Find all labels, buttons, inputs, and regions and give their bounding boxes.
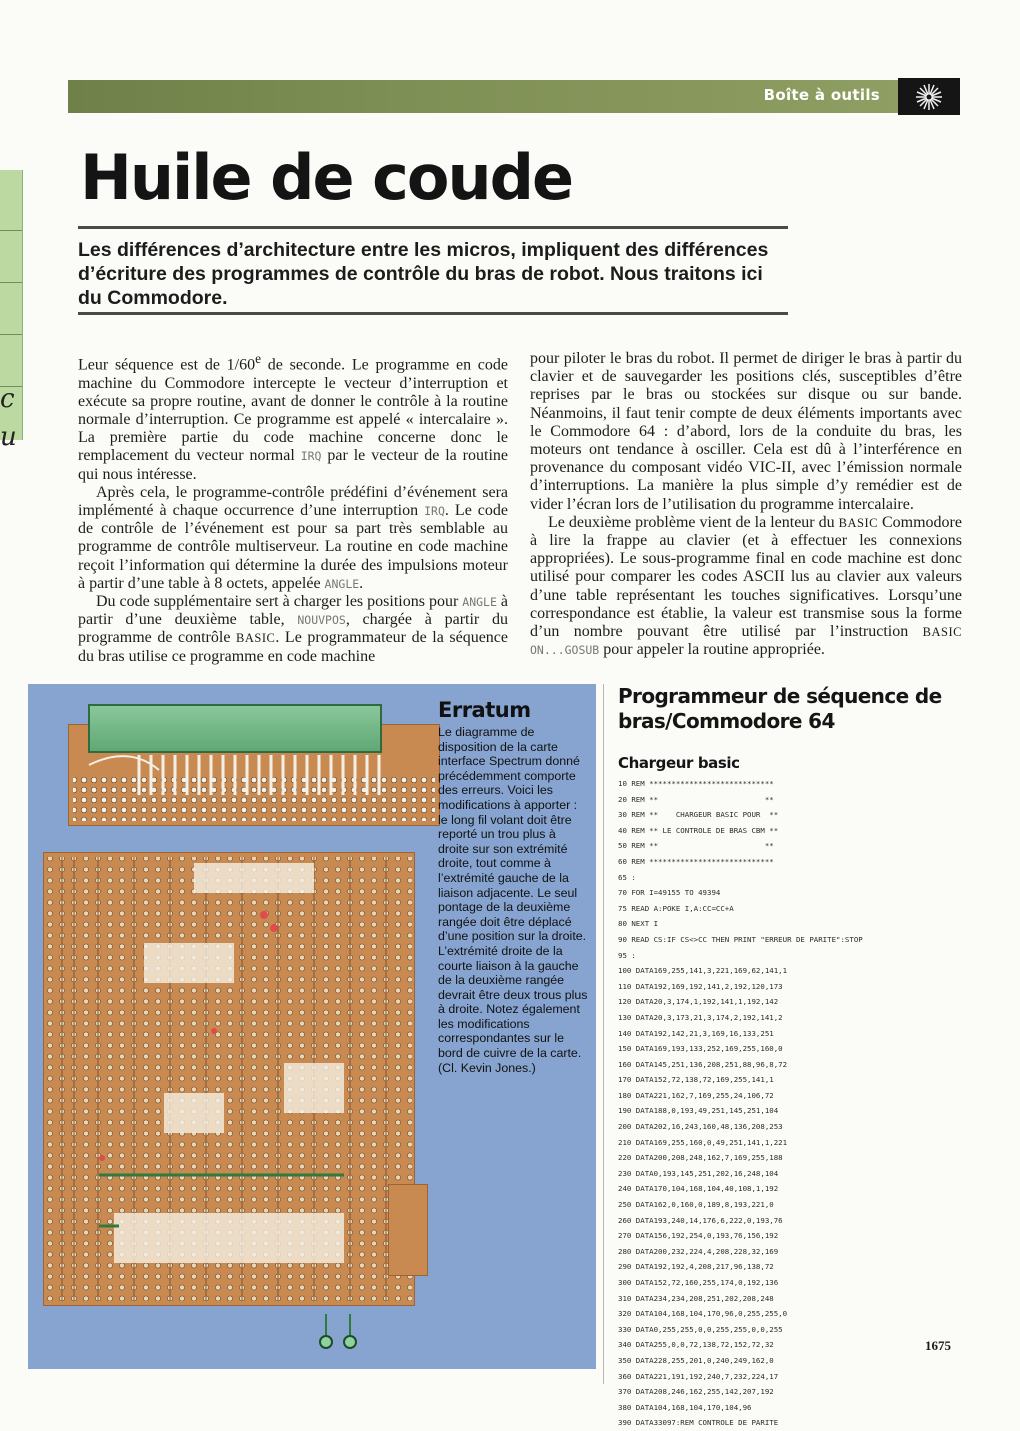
code-line: 60 REM **************************** (618, 856, 774, 866)
code-line: 250 DATA162,0,160,0,189,8,193,221,0 (618, 1200, 774, 1210)
code-line: 30 REM ** CHARGEUR BASIC POUR ** (618, 810, 779, 820)
code-line: 75 READ A:POKE I,A:CC=CC+A (618, 903, 734, 913)
section-header-band (68, 80, 898, 113)
erratum-title: Erratum (438, 698, 531, 722)
code-line: 370 DATA208,246,162,255,142,207,192 (618, 1387, 774, 1397)
article-title: Huile de coude (80, 141, 573, 214)
lead-rule (78, 312, 788, 315)
inline-code: ON...GOSUB (530, 643, 600, 658)
handwritten-margin-mark: c u (0, 384, 17, 452)
code-line: 50 REM ** ** (618, 841, 774, 851)
stripboard-layout-diagram (43, 852, 415, 1306)
basic-listing (618, 776, 958, 1431)
article-lead: Les différences d’architecture entre les micros, impliquent des différences d’écriture des programmes de contrôle du bras de robot. Nous traitons ici du Commodore. (78, 239, 769, 309)
code-line: 100 DATA169,255,141,3,221,169,62,141,1 (618, 966, 788, 976)
code-line: 270 DATA156,192,254,0,193,76,156,192 (618, 1231, 779, 1241)
code-line: 340 DATA255,0,0,72,138,72,152,72,32 (618, 1340, 774, 1350)
code-line: 140 DATA192,142,21,3,169,16,133,251 (618, 1028, 774, 1038)
column-divider (603, 684, 604, 1384)
small-caps-term: BASIC (838, 515, 878, 530)
starburst-icon (898, 78, 960, 115)
body-paragraph: Du code supplémentaire sert à charger les positions pour ANGLE à partir d’une deuxième table, NOUVPOS, chargée à partir du programme de contrôle BASIC. Le programmateur de la séquence du bras utilise ce programme en code machine (78, 592, 509, 665)
code-line: 190 DATA188,0,193,49,251,145,251,104 (618, 1106, 779, 1116)
code-line: 290 DATA192,192,4,208,217,96,138,72 (618, 1262, 774, 1272)
edge-connector-diagram (88, 704, 382, 753)
inline-code: IRQ (424, 503, 445, 518)
page-number: 1675 (925, 1338, 951, 1353)
code-line: 150 DATA169,193,133,252,169,255,160,0 (618, 1044, 783, 1054)
code-line: 180 DATA221,162,7,169,255,24,106,72 (618, 1090, 774, 1100)
code-line: 160 DATA145,251,136,208,251,88,96,8,72 (618, 1059, 788, 1069)
code-line: 300 DATA152,72,160,255,174,0,192,136 (618, 1278, 779, 1287)
code-line: 390 DATA33097:REM CONTROLE DE PARITE (618, 1418, 779, 1428)
body-column-left (78, 350, 508, 666)
code-line: 240 DATA170,104,168,104,40,108,1,192 (618, 1184, 779, 1194)
inline-code: ANGLE (462, 594, 497, 609)
code-line: 110 DATA192,169,192,141,2,192,120,173 (618, 981, 783, 991)
inline-code: NOUVPOS (297, 613, 346, 628)
inline-code: IRQ (300, 449, 322, 464)
code-line: 200 DATA202,16,243,160,48,136,208,253 (618, 1122, 783, 1132)
body-paragraph: pour piloter le bras du robot. Il permet de diriger le bras à partir du clavier et de sauvegarder les positions clés, susceptibles d’être reprises par le bras ou stockées sur disque ou sur bande. Néanmoins, il faut tenir compte de deux éléments importants avec le Commodore 64 : d’abord, lors de la conduite du bras, les moteurs ont tendance à osciller. Cela est dû à l’interférence en provenance du composant vidéo VIC-II, avec l’émission normale d’interruptions. La manière la plus simple d’y remédier est de vider l’écran lors de l’utilisation du programme intercalaire. (530, 350, 962, 513)
code-line: 310 DATA234,234,208,251,202,208,248 (618, 1293, 774, 1303)
erratum-credit: (Cl. Kevin Jones.) (438, 1060, 536, 1075)
code-line: 380 DATA104,168,104,170,104,96 (618, 1402, 752, 1412)
inline-code: ANGLE (324, 576, 360, 591)
code-line: 80 NEXT I (618, 919, 659, 929)
code-line: 70 FOR I=49155 TO 49394 (618, 888, 721, 898)
code-line: 330 DATA0,255,255,0,0,255,255,0,0,255 (618, 1324, 783, 1334)
code-line: 95 : (618, 950, 636, 960)
code-line: 350 DATA228,255,201,0,240,249,162,0 (618, 1355, 774, 1365)
body-paragraph: Après cela, le programme-contrôle prédéfini d’événement sera implémenté à chaque occurrence d’une interruption IRQ. Le code de contrôle de l’événement est pour sa part très semblable au programme de contrôle multiserveur. La routine en code machine reçoit l’information qui détermine la durée des impulsions moteur à partir d’une table à 8 octets, appelée ANGLE. (78, 483, 508, 592)
erratum-panel (28, 684, 596, 1369)
code-line: 20 REM ** ** (618, 794, 774, 804)
stripboard-tab (388, 1184, 428, 1276)
erratum-text: Le diagramme de disposition de la carte interface Spectrum donné précédemment comporte des erreurs. Voici les modifications à apporter : le long fil volant doit être reporté un trou plus à droite sur son extrémité droite, tout comme à l’extrémité gauche de la liaison adjacente. Le seul pontage de la deuxième rangée doit être déplacé d’une position sur la droite. L’extrémité droite de la courte liaison à la gauche de la deuxième rangée devrait être deux trous plus à droite. Notez également les modifications correspondantes sur le bord de cuivre de la carte. (Cl. Kevin Jones.) (438, 725, 588, 1075)
program-subtitle: Chargeur basic (618, 754, 740, 772)
code-line: 40 REM ** LE CONTROLE DE BRAS CBM ** (618, 825, 779, 835)
body-paragraph: Le deuxième problème vient de la lenteur du BASIC Commodore à lire la frappe au clavier (et à effectuer les connexions appropriées). Le sous-programme final en code machine est donc utilisé pour comparer les codes ASCII lus au clavier aux valeurs d’une table représentant les touches significatives. Lorsqu’une correspondance est établie, la valeur est transmise sous la forme d’un nombre pouvant être utilisé par l’instruction BASIC ON...GOSUB pour appeler la routine appropriée. (530, 513, 962, 659)
code-line: 260 DATA193,240,14,176,6,222,0,193,76 (618, 1215, 783, 1225)
terminal-pins-icon (316, 1314, 366, 1354)
code-line: 65 : (618, 872, 636, 882)
code-line: 170 DATA152,72,138,72,169,255,141,1 (618, 1075, 774, 1085)
section-label: Boîte à outils (763, 86, 880, 104)
code-line: 210 DATA169,255,160,0,49,251,141,1,221 (618, 1137, 788, 1147)
body-paragraph: Leur séquence est de 1/60e de seconde. Le programme en code machine du Commodore intercepte le vecteur d’interruption et exécute sa propre routine, avant de donner le contrôle à la routine normale d’interruption. Ce programme est appelé « intercalaire ». La première partie du code machine concerne donc le remplacement du vecteur normal IRQ par le vecteur de la routine qui nous intéresse. (78, 351, 509, 483)
title-rule (78, 226, 788, 229)
program-title: Programmeur de séquence de bras/Commodore 64 (618, 684, 942, 733)
code-line: 280 DATA200,232,224,4,208,228,32,169 (618, 1246, 779, 1256)
code-line: 220 DATA200,208,248,162,7,169,255,188 (618, 1153, 783, 1163)
code-line: 120 DATA20,3,174,1,192,141,1,192,142 (618, 997, 779, 1007)
code-line: 320 DATA104,168,104,170,96,0,255,255,0 (618, 1309, 788, 1319)
code-line: 10 REM **************************** (618, 779, 774, 788)
small-caps-term: BASIC (236, 631, 276, 646)
code-line: 90 READ CS:IF CS<>CC THEN PRINT "ERREUR DE PARITE":STOP (618, 934, 863, 944)
code-line: 360 DATA221,191,192,240,7,232,224,17 (618, 1371, 779, 1381)
code-line: 230 DATA0,193,145,251,202,16,248,104 (618, 1168, 779, 1178)
small-caps-term: BASIC (922, 625, 962, 640)
body-column-right (530, 350, 962, 659)
code-line: 130 DATA20,3,173,21,3,174,2,192,141,2 (618, 1012, 783, 1022)
